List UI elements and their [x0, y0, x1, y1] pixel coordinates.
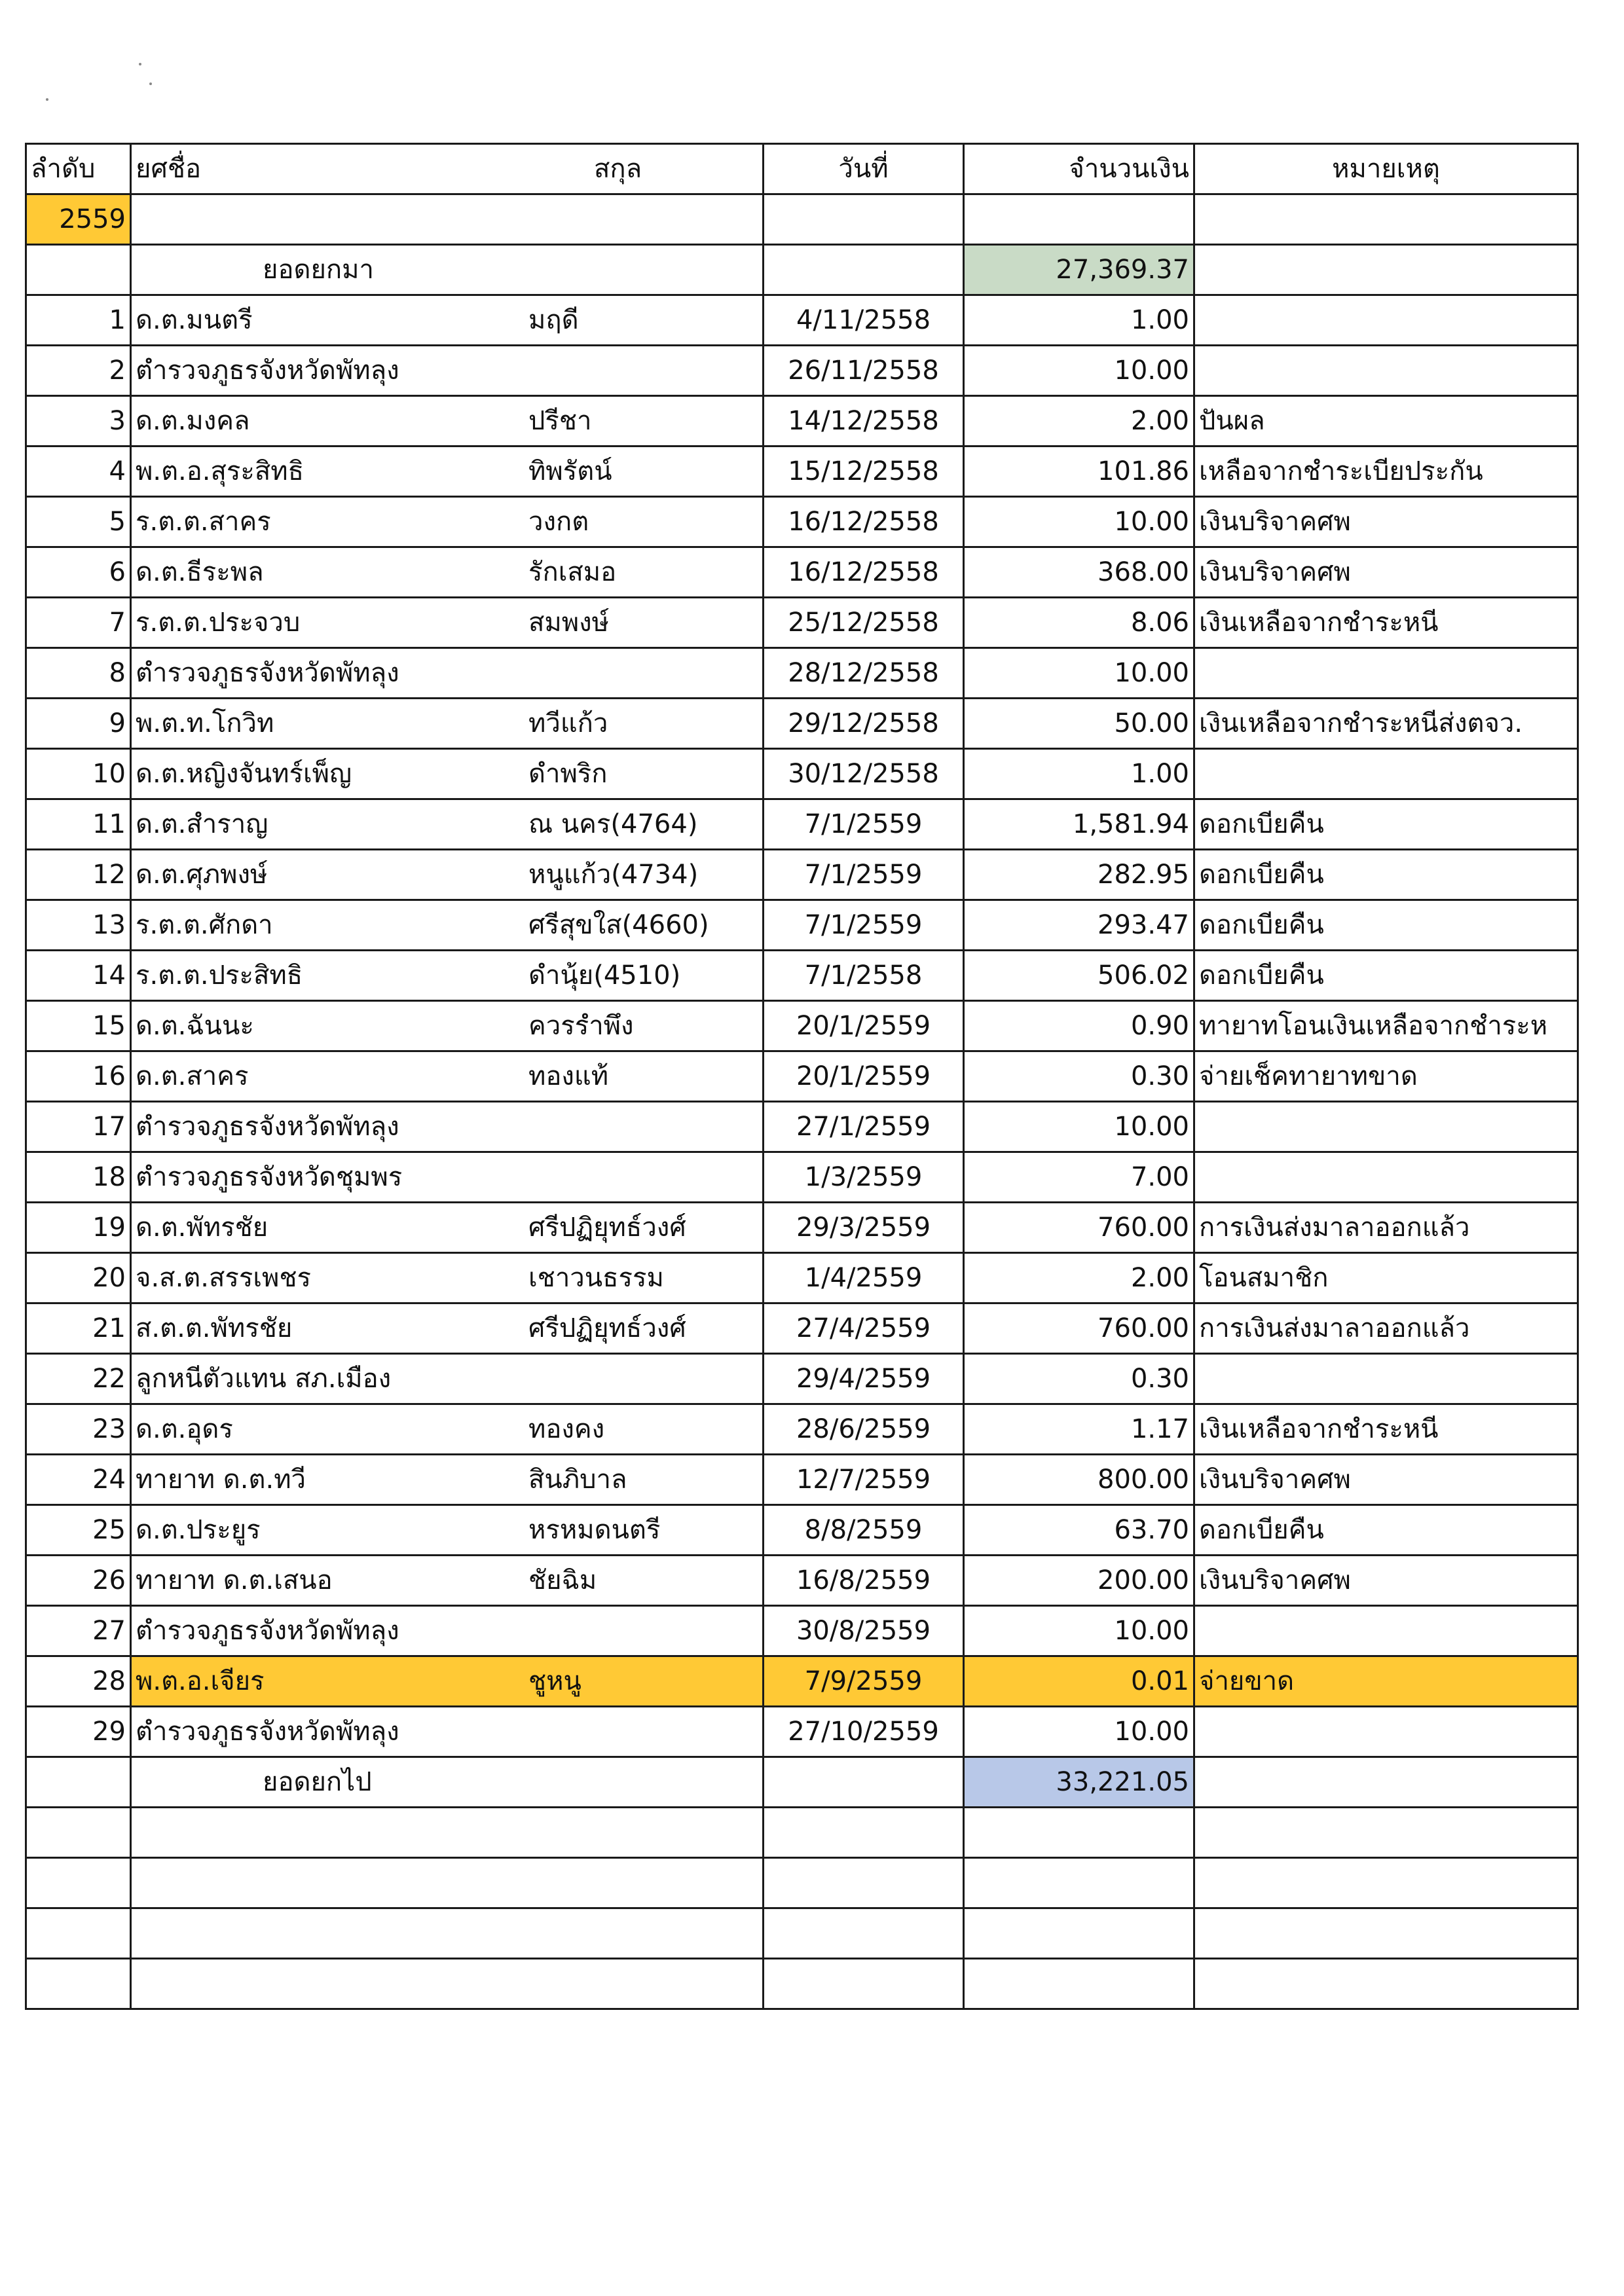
row-amount: 10.00: [964, 1707, 1194, 1757]
row-amount: 1.17: [964, 1404, 1194, 1455]
row-date: 28/6/2559: [764, 1404, 964, 1455]
row-name-cell: [131, 1707, 764, 1757]
row-name-cell: [131, 1606, 764, 1656]
row-name-cell: [131, 850, 764, 900]
row-amount: 2.00: [964, 396, 1194, 446]
row-amount: 2.00: [964, 1253, 1194, 1303]
row-note: จ่ายเช็คทายาทขาด: [1194, 1051, 1578, 1102]
table-row: [26, 396, 1578, 446]
table-row: [26, 749, 1578, 799]
row-note: [1194, 1606, 1578, 1656]
row-note: ดอกเบียคืน: [1194, 850, 1578, 900]
row-number: 20: [26, 1253, 131, 1303]
row-date: 29/12/2558: [764, 699, 964, 749]
row-date: 16/8/2559: [764, 1556, 964, 1606]
row-number: 28: [26, 1656, 131, 1707]
row-number: 18: [26, 1152, 131, 1203]
header-name: ยศชื่อ: [136, 154, 201, 184]
row-surname: หรหมดนตรี: [528, 1515, 661, 1545]
row-surname: วงกต: [528, 507, 589, 537]
table-row: [26, 1203, 1578, 1253]
row-name-cell: [131, 951, 764, 1001]
ledger-table: [25, 143, 1579, 2010]
table-row: [26, 1606, 1578, 1656]
row-note: การเงินส่งมาลาออกแล้ว: [1194, 1203, 1578, 1253]
row-number: 5: [26, 497, 131, 547]
row-number: 29: [26, 1707, 131, 1757]
row-name-cell: [131, 699, 764, 749]
row-surname: เชาวนธรรม: [528, 1263, 664, 1293]
row-name: พ.ต.ท.โกวิท: [136, 708, 274, 738]
row-date: 7/1/2559: [764, 900, 964, 951]
table-row: [26, 1051, 1578, 1102]
header-name-cell: [131, 144, 764, 194]
row-name-cell: [131, 1203, 764, 1253]
row-amount: 10.00: [964, 648, 1194, 699]
row-date: 25/12/2558: [764, 598, 964, 648]
row-surname: ชัยฉิม: [528, 1565, 597, 1595]
row-date: 1/3/2559: [764, 1152, 964, 1203]
row-name: ทายาท ด.ต.ทวี: [136, 1465, 306, 1495]
row-name: ด.ต.สำราญ: [136, 809, 268, 839]
row-name: ด.ต.ฉันนะ: [136, 1011, 254, 1041]
row-note: เงินบริจาคศพ: [1194, 1556, 1578, 1606]
row-name-cell: [131, 1152, 764, 1203]
row-name: ร.ต.ต.ประจวบ: [136, 608, 301, 638]
row-surname: ทองแท้: [528, 1061, 609, 1091]
row-name-cell: [131, 749, 764, 799]
row-number: 6: [26, 547, 131, 598]
row-name-cell: [131, 1253, 764, 1303]
scan-speck: [139, 63, 141, 65]
row-date: 29/4/2559: [764, 1354, 964, 1404]
row-name: ทายาท ด.ต.เสนอ: [136, 1565, 333, 1595]
table-row: [26, 799, 1578, 850]
row-amount: 800.00: [964, 1455, 1194, 1505]
row-name-cell: [131, 497, 764, 547]
row-amount: 0.90: [964, 1001, 1194, 1051]
row-note: [1194, 1152, 1578, 1203]
carry-in-label: ยอดยกมา: [131, 245, 764, 295]
row-surname: ศรีปฏิยุทธ์วงศ์: [528, 1212, 686, 1243]
row-name-cell: [131, 346, 764, 396]
table-row: [26, 1505, 1578, 1556]
table-row: [26, 648, 1578, 699]
empty-cell: [1194, 1757, 1578, 1808]
row-name: พ.ต.อ.เจียร: [136, 1666, 265, 1696]
row-number: 19: [26, 1203, 131, 1253]
ledger-sheet: [25, 143, 1579, 2010]
row-amount: 0.01: [964, 1656, 1194, 1707]
row-date: 20/1/2559: [764, 1051, 964, 1102]
row-surname: หนูแก้ว(4734): [528, 860, 699, 890]
row-note: เหลือจากชำระเบียประกัน: [1194, 446, 1578, 497]
row-note: เงินเหลือจากชำระหนีส่งตจว.: [1194, 699, 1578, 749]
row-name: ตำรวจภูธรจังหวัดชุมพร: [136, 1162, 403, 1192]
row-date: 7/1/2558: [764, 951, 964, 1001]
row-surname: ทวีแก้ว: [528, 708, 608, 738]
row-surname: ณ นคร(4764): [528, 809, 698, 839]
row-name-cell: [131, 1354, 764, 1404]
row-number: 16: [26, 1051, 131, 1102]
row-number: 9: [26, 699, 131, 749]
table-row: [26, 900, 1578, 951]
row-number: 23: [26, 1404, 131, 1455]
scan-speck: [149, 82, 152, 85]
row-number: 22: [26, 1354, 131, 1404]
row-surname: สมพงษ์: [528, 608, 610, 638]
row-date: 30/12/2558: [764, 749, 964, 799]
row-amount: 1,581.94: [964, 799, 1194, 850]
row-number: 2: [26, 346, 131, 396]
table-row: [26, 346, 1578, 396]
blank-row: [26, 1959, 1578, 2009]
row-date: 14/12/2558: [764, 396, 964, 446]
table-row: [26, 850, 1578, 900]
row-amount: 10.00: [964, 346, 1194, 396]
row-name-cell: [131, 1404, 764, 1455]
row-date: 7/1/2559: [764, 799, 964, 850]
header-surname: สกุล: [594, 154, 642, 184]
row-amount: 200.00: [964, 1556, 1194, 1606]
header-no: ลำดับ: [26, 144, 131, 194]
row-amount: 0.30: [964, 1354, 1194, 1404]
carry-out-amount: 33,221.05: [964, 1757, 1194, 1808]
row-note: ปันผล: [1194, 396, 1578, 446]
row-note: [1194, 295, 1578, 346]
row-surname: ชูหนู: [528, 1666, 581, 1696]
row-name-cell: [131, 547, 764, 598]
row-date: 30/8/2559: [764, 1606, 964, 1656]
row-number: 25: [26, 1505, 131, 1556]
table-row: [26, 1556, 1578, 1606]
row-note: ทายาทโอนเงินเหลือจากชำระห: [1194, 1001, 1578, 1051]
row-note: โอนสมาชิก: [1194, 1253, 1578, 1303]
row-note: ดอกเบียคืน: [1194, 951, 1578, 1001]
empty-cell: [964, 194, 1194, 245]
table-row: [26, 598, 1578, 648]
blank-row: [26, 1808, 1578, 1858]
row-name: ด.ต.ประยูร: [136, 1515, 261, 1545]
row-note: [1194, 648, 1578, 699]
row-date: 12/7/2559: [764, 1455, 964, 1505]
row-name: ตำรวจภูธรจังหวัดพัทลุง: [136, 1717, 399, 1747]
row-amount: 10.00: [964, 1102, 1194, 1152]
row-name: ร.ต.ต.ประสิทธิ: [136, 960, 303, 991]
row-name: พ.ต.อ.สุระสิทธิ: [136, 456, 304, 486]
row-name-cell: [131, 1455, 764, 1505]
row-surname: ดำพริก: [528, 759, 608, 789]
row-number: 14: [26, 951, 131, 1001]
row-date: 4/11/2558: [764, 295, 964, 346]
row-amount: 8.06: [964, 598, 1194, 648]
row-amount: 293.47: [964, 900, 1194, 951]
row-amount: 7.00: [964, 1152, 1194, 1203]
table-row: [26, 1354, 1578, 1404]
row-amount: 0.30: [964, 1051, 1194, 1102]
header-note: หมายเหตุ: [1194, 144, 1578, 194]
row-date: 26/11/2558: [764, 346, 964, 396]
row-note: ดอกเบียคืน: [1194, 900, 1578, 951]
table-row: [26, 547, 1578, 598]
row-note: ดอกเบียคืน: [1194, 799, 1578, 850]
row-name: ตำรวจภูธรจังหวัดพัทลุง: [136, 355, 399, 386]
empty-cell: [764, 1757, 964, 1808]
row-name: ด.ต.อุดร: [136, 1414, 233, 1444]
carry-in-row: [26, 245, 1578, 295]
row-name-cell: [131, 1001, 764, 1051]
row-note: จ่ายขาด: [1194, 1656, 1578, 1707]
row-name-cell: [131, 598, 764, 648]
row-surname: มฤดี: [528, 305, 579, 335]
row-surname: ปรีชา: [528, 406, 592, 436]
row-name: ด.ต.มนตรี: [136, 305, 253, 335]
table-row: [26, 1001, 1578, 1051]
header-row: [26, 144, 1578, 194]
carry-in-amount: 27,369.37: [964, 245, 1194, 295]
table-row: [26, 1404, 1578, 1455]
row-name-cell: [131, 1656, 764, 1707]
row-name: ด.ต.พัทรชัย: [136, 1212, 268, 1243]
header-date: วันที่: [764, 144, 964, 194]
row-surname: ทิพรัตน์: [528, 456, 612, 486]
row-note: [1194, 346, 1578, 396]
empty-cell: [131, 194, 764, 245]
row-name-cell: [131, 648, 764, 699]
row-number: 7: [26, 598, 131, 648]
row-number: 1: [26, 295, 131, 346]
row-name-cell: [131, 900, 764, 951]
row-note: [1194, 749, 1578, 799]
carry-out-row: [26, 1757, 1578, 1808]
table-row: [26, 1253, 1578, 1303]
table-row: [26, 1455, 1578, 1505]
row-name: จ.ส.ต.สรรเพชร: [136, 1263, 312, 1293]
row-number: 24: [26, 1455, 131, 1505]
row-name: ลูกหนีตัวแทน สภ.เมือง: [136, 1364, 392, 1394]
row-name-cell: [131, 446, 764, 497]
table-row: [26, 295, 1578, 346]
header-amount: จำนวนเงิน: [964, 144, 1194, 194]
row-name: ด.ต.ธีระพล: [136, 557, 264, 587]
row-surname: ศรีสุขใส(4660): [528, 910, 709, 940]
row-number: 8: [26, 648, 131, 699]
row-amount: 368.00: [964, 547, 1194, 598]
row-date: 16/12/2558: [764, 497, 964, 547]
row-name-cell: [131, 1505, 764, 1556]
row-name-cell: [131, 799, 764, 850]
row-name-cell: [131, 295, 764, 346]
row-note: [1194, 1102, 1578, 1152]
empty-cell: [26, 245, 131, 295]
row-name: ตำรวจภูธรจังหวัดพัทลุง: [136, 658, 399, 688]
row-name: ด.ต.หญิงจันทร์เพ็ญ: [136, 759, 352, 789]
row-date: 7/1/2559: [764, 850, 964, 900]
row-name-cell: [131, 396, 764, 446]
table-row: [26, 446, 1578, 497]
carry-out-label: ยอดยกไป: [131, 1757, 764, 1808]
row-amount: 1.00: [964, 749, 1194, 799]
row-name: ตำรวจภูธรจังหวัดพัทลุง: [136, 1112, 399, 1142]
row-name-cell: [131, 1556, 764, 1606]
row-surname: ควรรำพึง: [528, 1011, 634, 1041]
empty-cell: [1194, 245, 1578, 295]
table-row: [26, 497, 1578, 547]
table-row: [26, 1656, 1578, 1707]
row-note: เงินบริจาคศพ: [1194, 497, 1578, 547]
row-date: 15/12/2558: [764, 446, 964, 497]
row-surname: ศรีปฏิยุทธ์วงศ์: [528, 1313, 686, 1343]
row-date: 28/12/2558: [764, 648, 964, 699]
row-note: เงินบริจาคศพ: [1194, 1455, 1578, 1505]
row-note: [1194, 1354, 1578, 1404]
empty-cell: [764, 245, 964, 295]
row-surname: ดำนุ้ย(4510): [528, 960, 681, 991]
row-date: 27/10/2559: [764, 1707, 964, 1757]
row-amount: 282.95: [964, 850, 1194, 900]
row-number: 11: [26, 799, 131, 850]
empty-cell: [764, 194, 964, 245]
row-note: ดอกเบียคืน: [1194, 1505, 1578, 1556]
empty-cell: [1194, 194, 1578, 245]
row-number: 26: [26, 1556, 131, 1606]
row-name: ด.ต.มงคล: [136, 406, 250, 436]
row-number: 10: [26, 749, 131, 799]
row-amount: 506.02: [964, 951, 1194, 1001]
row-number: 3: [26, 396, 131, 446]
row-number: 12: [26, 850, 131, 900]
scan-speck: [46, 98, 48, 101]
row-amount: 10.00: [964, 1606, 1194, 1656]
table-row: [26, 699, 1578, 749]
row-number: 21: [26, 1303, 131, 1354]
year-row: [26, 194, 1578, 245]
row-surname: รักเสมอ: [528, 557, 617, 587]
empty-cell: [26, 1757, 131, 1808]
row-date: 16/12/2558: [764, 547, 964, 598]
row-amount: 760.00: [964, 1303, 1194, 1354]
table-row: [26, 1303, 1578, 1354]
row-surname: ทองคง: [528, 1414, 605, 1444]
row-date: 8/8/2559: [764, 1505, 964, 1556]
row-date: 27/1/2559: [764, 1102, 964, 1152]
row-name: ร.ต.ต.สาคร: [136, 507, 271, 537]
row-date: 29/3/2559: [764, 1203, 964, 1253]
row-name-cell: [131, 1051, 764, 1102]
row-name: ส.ต.ต.พัทรชัย: [136, 1313, 293, 1343]
table-row: [26, 1707, 1578, 1757]
row-number: 17: [26, 1102, 131, 1152]
blank-row: [26, 1908, 1578, 1959]
row-number: 13: [26, 900, 131, 951]
row-date: 27/4/2559: [764, 1303, 964, 1354]
row-amount: 760.00: [964, 1203, 1194, 1253]
row-note: การเงินส่งมาลาออกแล้ว: [1194, 1303, 1578, 1354]
table-row: [26, 1102, 1578, 1152]
row-name: ด.ต.ศุภพงษ์: [136, 860, 268, 890]
table-row: [26, 951, 1578, 1001]
row-note: เงินเหลือจากชำระหนี: [1194, 598, 1578, 648]
table-row: [26, 1152, 1578, 1203]
blank-row: [26, 1858, 1578, 1908]
row-amount: 1.00: [964, 295, 1194, 346]
row-name: ด.ต.สาคร: [136, 1061, 249, 1091]
row-date: 7/9/2559: [764, 1656, 964, 1707]
row-number: 15: [26, 1001, 131, 1051]
row-amount: 10.00: [964, 497, 1194, 547]
row-date: 1/4/2559: [764, 1253, 964, 1303]
row-number: 4: [26, 446, 131, 497]
row-note: [1194, 1707, 1578, 1757]
row-name-cell: [131, 1303, 764, 1354]
row-amount: 101.86: [964, 446, 1194, 497]
row-number: 27: [26, 1606, 131, 1656]
row-amount: 63.70: [964, 1505, 1194, 1556]
year-cell: 2559: [26, 194, 131, 245]
row-name-cell: [131, 1102, 764, 1152]
row-note: เงินบริจาคศพ: [1194, 547, 1578, 598]
row-name: ตำรวจภูธรจังหวัดพัทลุง: [136, 1616, 399, 1646]
row-date: 20/1/2559: [764, 1001, 964, 1051]
row-surname: สินภิบาล: [528, 1465, 627, 1495]
row-note: เงินเหลือจากชำระหนี: [1194, 1404, 1578, 1455]
row-amount: 50.00: [964, 699, 1194, 749]
row-name: ร.ต.ต.ศักดา: [136, 910, 273, 940]
